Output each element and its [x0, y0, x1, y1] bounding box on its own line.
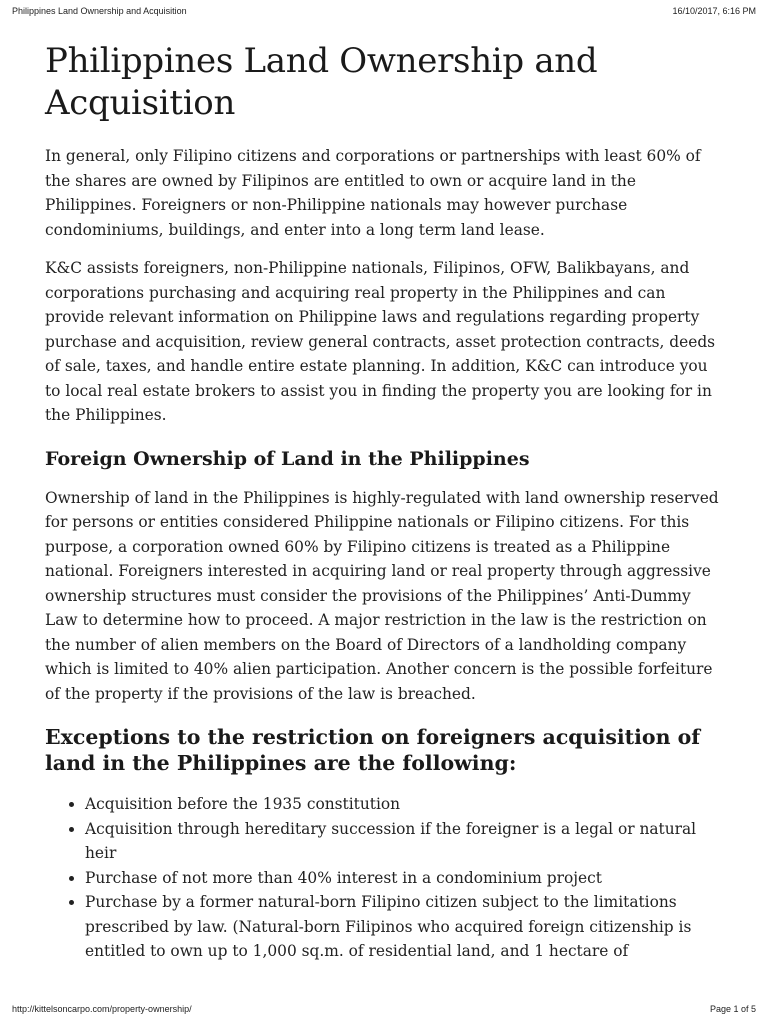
- exceptions-list: [45, 792, 725, 964]
- print-footer: [12, 1004, 756, 1014]
- section-heading-foreign-ownership: Foreign Ownership of Land in the Philippines: [45, 447, 530, 470]
- print-header-datetime: 16/10/2017, 6:16 PM: [672, 6, 756, 16]
- list-item: • Acquisition through hereditary succession if the foreigner is a legal or natural heir: [85, 817, 725, 866]
- article: [45, 40, 725, 964]
- list-item: • Purchase by a former natural-born Filipino citizen subject to the limitations prescribed by law. (Natural-born Filipinos who acquired foreign citizenship is entitled to own up to 1,000 sq.m. of residential land, and 1 hectare of: [85, 890, 725, 964]
- list-item: • Acquisition before the 1935 constitution: [85, 792, 725, 817]
- print-header: [12, 6, 756, 16]
- section-heading-exceptions: Exceptions to the restriction on foreigners acquisition of land in the Philippines are the following:: [45, 725, 701, 775]
- foreign-ownership-paragraph: Ownership of land in the Philippines is highly-regulated with land ownership reserved for persons or entities considered Philippine nationals or Filipino citizens. For this purpose, a corporation owned 60% by Filipino citizens is treated as a Philippine national. Foreigners interested in acquiring land or real property through aggressive ownership structures must consider the provisions of the Philippines’ Anti-Dummy Law to determine how to proceed. A major restriction in the law is the restriction on the number of alien members on the Board of Directors of a landholding company which is limited to 40% alien participation. Another concern is the possible forfeiture of the property if the provisions of the law is breached.: [45, 488, 719, 703]
- intro-paragraph: In general, only Filipino citizens and corporations or partnerships with least 60% of the shares are owned by Filipinos are entitled to own or acquire land in the Philippines. Foreigners or non-Philippine nationals may however purchase condominiums, buildings, and enter into a long term land lease.: [45, 147, 701, 239]
- print-header-title: Philippines Land Ownership and Acquisition: [12, 6, 187, 16]
- print-footer-page: Page 1 of 5: [709, 1004, 756, 1014]
- page-title: Philippines Land Ownership and Acquisition: [45, 41, 598, 123]
- list-item: • Purchase of not more than 40% interest in a condominium project: [85, 866, 725, 891]
- services-paragraph: K&C assists foreigners, non-Philippine nationals, Filipinos, OFW, Balikbayans, and corporations purchasing and acquiring real property in the Philippines and can provide relevant information on Philippine laws and regulations regarding property purchase and acquisition, review general contracts, asset protection contracts, deeds of sale, taxes, and handle entire estate planning. In addition, K&C can introduce you to local real estate brokers to assist you in finding the property you are looking for in the Philippines.: [45, 259, 716, 424]
- print-footer-url[interactable]: http://kittelsoncarpo.com/property-ownership/: [12, 1004, 192, 1014]
